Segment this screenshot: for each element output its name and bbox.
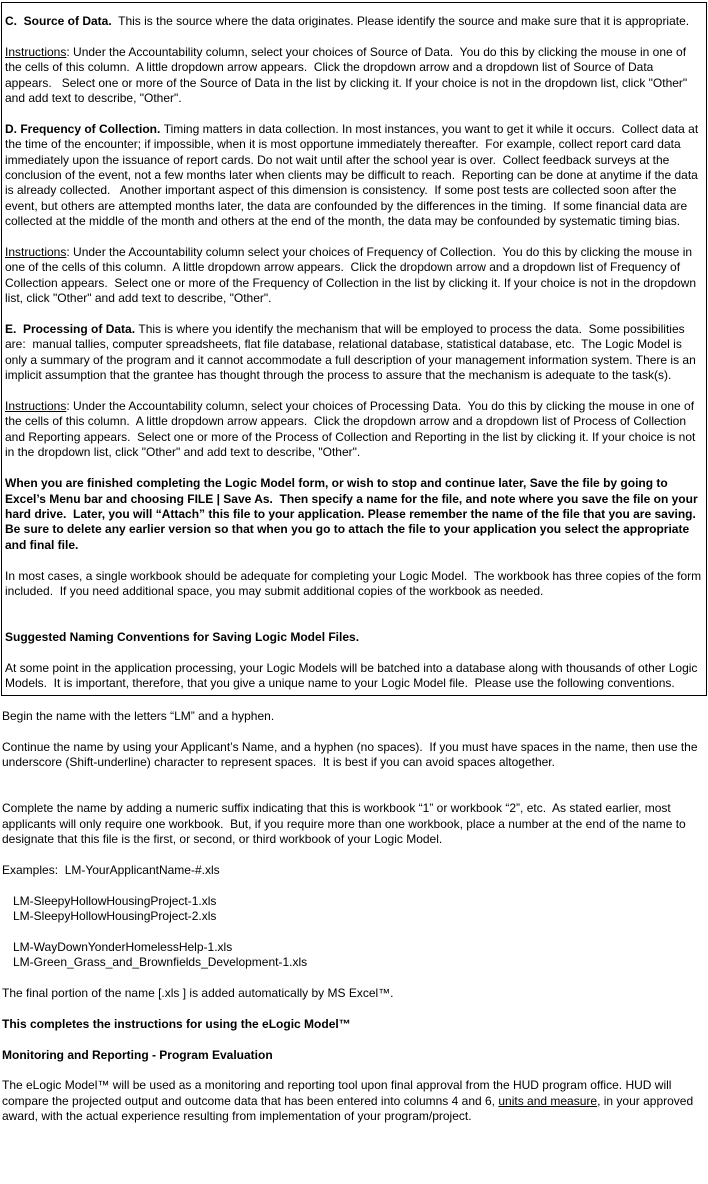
text-run: Timing matters in data collection. In most instances, you want to get it while it occurs. Collect data at the time of the encounter; if impossible, when it is most opportune immediately thereafter. For example, collect report card data immediately upon the issuance of report cards. Do not wait until after the school year is over. Collect feedback surveys at the conclusion of the event, not a few months later when clients may be difficult to reach. Reporting can be done at anytime if the data is already collected. Another important aspect of this dimension is consistency. If some post tests are collected soon after the event, but others are attempted months later, the data are confounded by the differences in the timing. If some financial data are collected at the middle of the month and others at the end of the month, the data may be confounded by systematic timing bias.: [5, 121, 702, 229]
text-run: The final portion of the name [.xls ] is added automatically by MS Excel™.: [2, 985, 394, 1000]
save-file-notice: [5, 476, 703, 553]
text-run: Begin the name with the letters “LM” and a hyphen.: [2, 708, 275, 723]
text-run: This is where you identify the mechanism that will be employed to process the data. Some possibilities are: manual tallies, computer spreadsheets, flat file database, relational database, statistical database, etc. The Logic Model is only a summary of the program and it cannot accommodate a full description of your management information system. There is an implicit assumption that the grantee has thought through the process to assure that the mechanism is adequate to the task(s).: [5, 322, 700, 383]
text-run: , in your approved award, with the actual experience resulting from implementation of your program/project.: [2, 1093, 697, 1124]
xls-suffix-note: [2, 986, 706, 1001]
text-run: LM-WayDownYonderHomelessHelp-1.xls: [13, 939, 233, 954]
document-page: [0, 2, 708, 1125]
text-run: LM-SleepyHollowHousingProject-1.xls: [13, 893, 217, 908]
text-run: Examples: LM-YourApplicantName-#.xls: [2, 862, 220, 877]
section-e-paragraph: [5, 322, 703, 384]
examples-line: [2, 863, 706, 878]
text-run: Complete the name by adding a numeric suffix indicating that this is workbook “1” or workbook “2”, etc. As stated earlier, most applicants will only require one workbook. But, if you require more than one workbook, place a number at the end of the name to designate that this file is the first, or second, or third workbook of your Logic Model.: [2, 801, 690, 846]
underlined-text: units and measure: [498, 1093, 598, 1108]
naming-conventions-intro: [5, 661, 703, 692]
monitoring-paragraph: [2, 1078, 706, 1124]
document-body: [0, 696, 708, 1125]
naming-conventions-heading: [5, 630, 703, 645]
bold-text: D. Frequency of Collection.: [5, 121, 164, 136]
section-d-paragraph: [5, 122, 703, 230]
example-file-3: [2, 940, 706, 955]
bold-text: Monitoring and Reporting - Program Evaluation: [2, 1047, 273, 1062]
bold-text: C. Source of Data.: [5, 14, 112, 28]
example-file-2: [2, 909, 706, 924]
section-c-paragraph: [5, 14, 703, 29]
bold-text: E. Processing of Data.: [5, 322, 139, 337]
text-run: : Under the Accountability column, select your choices of Source of Data. You do this by clicking the mouse in one of the cells of this column. A little dropdown arrow appears. Click the dropdown arrow and a dropdown list of Source of Data appears. Select one or more of the Source of Data in the list by clicking it. If your choice is not in the dropdown list, click "Other" and add text to describe, "Other".: [5, 44, 691, 106]
underlined-text: Instructions: [5, 44, 67, 59]
workbook-copies-paragraph: [5, 569, 703, 600]
text-run: This is the source where the data originates. Please identify the source and make sure that it is appropriate.: [111, 14, 690, 28]
bold-text: When you are finished completing the Logic Model form, or wish to stop and continue later, Save the file by going to Excel’s Menu bar and choosing FILE | Save As. Then specify a name for the file, and note where you save the file on your hard drive. Later, you will “Attach” this file to your application. Please remember the name of the file that you are saving. Be sure to delete any earlier version so that when you go to attach the file to your application you select the appropriate and final file.: [5, 476, 703, 552]
text-run: : Under the Accountability column, select your choices of Processing Data. You do this by clicking the mouse in one of the cells of this column. A little dropdown arrow appears. Click the dropdown arrow and a dropdown list of Process of Collection and Reporting appears. Select one or more of the Process of Collection and Reporting in the list by clicking it. If your choice is not in the dropdown list, click "Other" and add text to describe, "Other".: [5, 399, 699, 460]
underlined-text: Instructions: [5, 245, 67, 260]
monitoring-heading: [2, 1048, 706, 1063]
section-c-instructions: [5, 45, 703, 107]
text-run: At some point in the application processing, your Logic Models will be batched into a database along with thousands of other Logic Models. It is important, therefore, that you give a unique name to your Logic Model file. Please use the following conventions.: [5, 660, 701, 691]
naming-step-complete: [2, 801, 706, 847]
text-run: Continue the name by using your Applicant’s Name, and a hyphen (no spaces). If you must have spaces in the name, then use the underscore (Shift-underline) character to represent spaces. It is best if you can avoid spaces altogether.: [2, 739, 701, 769]
bold-text: This completes the instructions for using the eLogic Model™: [2, 1016, 351, 1031]
text-run: The eLogic Model™ will be used as a monitoring and reporting tool upon final approval from the HUD program office. HUD will compare the projected output and outcome data that has been entered into columns 4 and 6,: [2, 1078, 675, 1108]
section-d-instructions: [5, 245, 703, 307]
text-run: : Under the Accountability column select your choices of Frequency of Collection. You do this by clicking the mouse in one of the cells of this column. A little dropdown arrow appears. Click the dropdown arrow and a dropdown list of Frequency of Collection appears. Select one or more of the Frequency of Collection in the list by clicking it. If your choice is not in the dropdown list, click "Other" and add text to describe, "Other".: [5, 245, 700, 306]
bold-text: Suggested Naming Conventions for Saving Logic Model Files.: [5, 630, 360, 645]
text-run: In most cases, a single workbook should be adequate for completing your Logic Model. The workbook has three copies of the form included. If you need additional space, you may submit additional copies of the workbook as needed.: [5, 568, 705, 598]
example-file-4: [2, 955, 706, 970]
section-e-instructions: [5, 399, 703, 461]
example-file-1: [2, 894, 706, 909]
text-run: LM-SleepyHollowHousingProject-2.xls: [13, 908, 217, 923]
completion-note: [2, 1017, 706, 1032]
underlined-text: Instructions: [5, 399, 67, 414]
naming-step-begin: [2, 709, 706, 724]
text-run: LM-Green_Grass_and_Brownfields_Development-1.xls: [13, 955, 308, 970]
naming-step-continue: [2, 740, 706, 771]
instructions-box: [1, 2, 707, 696]
